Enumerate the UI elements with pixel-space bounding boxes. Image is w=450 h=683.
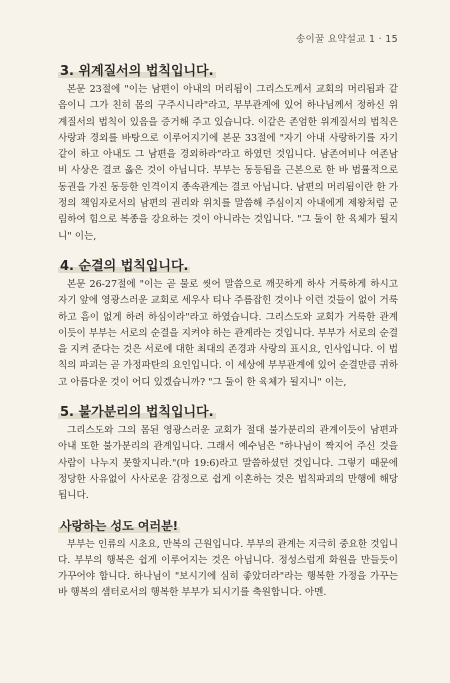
section-body: 본문 26-27절에 "이는 곧 물로 씻어 말씀으로 깨끗하게 하사 거룩하게 하시고 자기 앞에 영광스러운 교회로 세우사 티나 주름잡힌 것이나 이런 것들이 없이 거룩하고 흠이 없게 하려 하심이라"라고 하였습니다. 그리스도와 교회가 거룩한 관계이듯이 부부는 서로의 순결을 지켜야 하는 관계라는 것입니다. 부부가 서로의 순결을 지켜 준다는 것은 서로에 대한 최대의 존경과 사랑의 표시요, 인사입니다. 이 법칙의 파괴는 곧 가정파탄의 요인입니다. 이 세상에 부부관계에 있어 순결만큼 귀하고 아름다운 것이 어디 있겠습니까? "그 둘이 한 육체가 될지니" 이는, <box>58 278 398 388</box>
page-content <box>58 60 398 612</box>
section-closing <box>58 515 398 602</box>
section-body: 부부는 인류의 시초요, 만복의 근원입니다. 부부의 관계는 지극히 중요한 것입니다. 부부의 행복은 쉽게 이루어지는 것은 아닙니다. 정성스럽게 화원을 만들듯이 가꾸어야 합니다. 하나님이 "보시기에 심히 좋았더라"라는 행복한 가정을 가꾸는바 행복의 샘터로서의 행복한 부부가 되시기를 축원합니다. 아멘. <box>58 538 398 599</box>
section-inseparability <box>58 401 398 504</box>
running-head: 송이꿀 요약설교 1 · 15 <box>296 34 398 45</box>
section-body: 그리스도와 그의 몸된 영광스러운 교회가 절대 불가분리의 관계이듯이 남편과 아내 또한 불가분리의 관계입니다. 그래서 예수님은 "하나님이 짝지어 주신 것을 사람이 나누지 못할지니라."(마 19:6)라고 말씀하셨던 것입니다. 그렇기 때문에 정당한 사유없이 사사로운 감정으로 쉽게 이혼하는 것은 법칙파괴의 만행에 해당됩니다. <box>58 425 398 502</box>
section-body: 본문 23절에 "이는 남편이 아내의 머리됨이 그리스도께서 교회의 머리됨과 같음이니 그가 친히 몸의 구주시니라"라고, 부부관계에 있어 하나님께서 정하신 위계질서의 법칙이 있음을 증거해 주고 있습니다. 이같은 존엄한 위계질서의 법칙은 사랑과 경외를 바탕으로 이루어지기에 본문 33절에 "자기 아내 사랑하기를 자기 같이 하고 아내도 그 남편을 경외하라"라고 하였던 것입니다. 남존여비나 여존남비 사상은 결코 옳은 것이 아닙니다. 부부는 동등됨을 근본으로 한 바 법률적으로 동권을 가진 동등한 인격이지 종속관계는 결코 아닙니다. 남편의 머리됨이란 한 가정의 책임자로서의 남편의 권리와 위치를 말씀해 주심이지 아내에게 제왕처럼 군림하여 힘으로 복종을 강요하는 것이 아니라는 것입니다. "그 둘이 한 육체가 될지니" 이는, <box>58 84 398 242</box>
section-title: 5. 불가분리의 법칙입니다. <box>58 401 216 420</box>
section-title: 4. 순결의 법칙입니다. <box>58 255 190 274</box>
section-title: 3. 위계질서의 법칙입니다. <box>58 60 216 79</box>
section-purity <box>58 255 398 391</box>
section-title: 사랑하는 성도 여러분! <box>60 518 179 533</box>
section-hierarchy <box>58 60 398 245</box>
